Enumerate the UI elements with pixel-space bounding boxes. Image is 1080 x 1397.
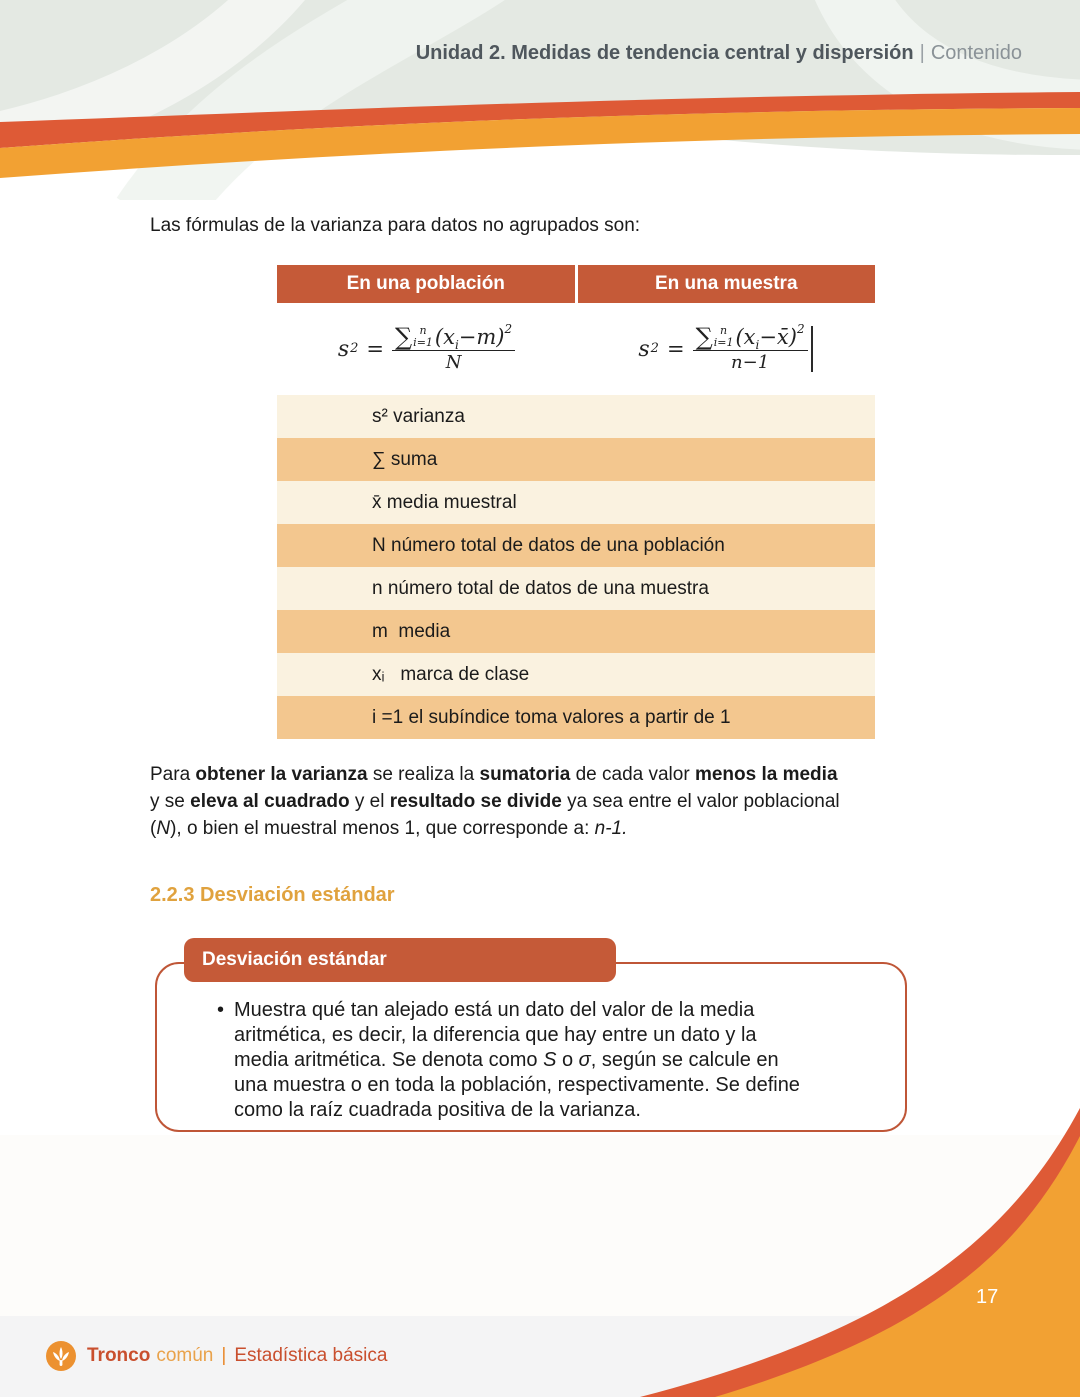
term-subscript: i [454, 338, 459, 353]
paragraph-line [150, 815, 950, 842]
footer-separator: | [221, 1345, 227, 1366]
bold-text: eleva al cuadrado [190, 791, 350, 812]
italic-text: σ [578, 1049, 591, 1071]
text: de cada valor [570, 764, 695, 785]
table-row: n número total de datos de una muestra [277, 567, 875, 610]
sample-formula-cell [576, 303, 875, 395]
bold-text: resultado se divide [389, 791, 562, 812]
footer-brand [45, 1340, 387, 1372]
callout-line: como la raíz cuadrada positiva de la varianza. [234, 1099, 641, 1121]
sample-variance-formula: s 2 = ∑ n i=1 (x i −x̄) 2 n−1 [638, 325, 812, 373]
callout-body [157, 964, 905, 1123]
text: y se [150, 791, 191, 812]
text: Para [150, 764, 196, 785]
sigma-lower-limit: i=1 [413, 336, 433, 349]
table-row: i =1 el subíndice toma valores a partir de 1 [277, 696, 875, 739]
equals-sign: = [366, 337, 385, 361]
sigma-operator: ∑ [395, 323, 413, 351]
sigma-operator: ∑ [695, 323, 713, 351]
callout-line [234, 1048, 800, 1073]
formula-lhs: s [638, 336, 650, 362]
bold-text: sumatoria [479, 764, 571, 785]
fraction [693, 321, 808, 374]
equals-sign: = [666, 337, 685, 361]
bold-text: menos la media [694, 764, 838, 785]
variable-definition-rows [277, 395, 875, 739]
title-separator: | [919, 42, 925, 64]
population-variance-formula: s 2 = ∑ n i=1 (x i −m) 2 N [338, 325, 515, 373]
term-exponent: 2 [796, 321, 805, 336]
text: media aritmética. Se denota como [234, 1049, 544, 1071]
sigma-limits [714, 325, 734, 349]
italic-text: S [543, 1049, 557, 1071]
term-close: −x̄) [759, 325, 797, 349]
text-cursor [811, 326, 813, 372]
section-heading: 2.2.3 Desviación estándar [150, 884, 395, 906]
table-row: ∑ suma [277, 438, 875, 481]
unit-title: Unidad 2. Medidas de tendencia central y dispersión [415, 42, 914, 64]
text: o [556, 1049, 579, 1071]
header-wave-decoration [0, 0, 1080, 200]
page-number: 17 [976, 1286, 999, 1308]
bold-text: obtener la varianza [195, 764, 368, 785]
term-open: (x [735, 325, 756, 349]
italic-text: N [156, 818, 171, 839]
column-header-sample: En una muestra [578, 265, 876, 303]
callout-title-tab: Desviación estándar [184, 938, 616, 982]
formula-row [277, 303, 875, 395]
intro-sentence: Las fórmulas de la varianza para datos no agrupados son: [150, 215, 641, 236]
variance-table [277, 265, 875, 739]
table-row: m media [277, 610, 875, 653]
course-name: Estadística básica [234, 1345, 388, 1366]
tronco-logo-icon [45, 1340, 77, 1372]
numerator [392, 321, 515, 353]
fraction [392, 321, 515, 374]
definition-callout-box [155, 949, 907, 1132]
callout-text [234, 998, 800, 1123]
italic-text: n-1. [594, 818, 628, 839]
denominator: n−1 [731, 352, 770, 374]
paragraph-line [150, 761, 950, 788]
paragraph-line [150, 788, 950, 815]
callout-line: Muestra qué tan alejado está un dato del valor de la media [234, 999, 755, 1021]
text: ya sea entre el valor poblacional [561, 791, 840, 812]
text: se realiza la [367, 764, 480, 785]
term-subscript: i [755, 338, 760, 353]
numerator [693, 321, 808, 353]
table-row: x̄ media muestral [277, 481, 875, 524]
brand-name: Tronco [87, 1345, 151, 1366]
brand-qualifier: común [156, 1345, 214, 1366]
text: ), o bien el muestral menos 1, que corresponde a: [170, 818, 595, 839]
denominator: N [445, 352, 462, 374]
sigma-lower-limit: i=1 [713, 336, 734, 349]
variance-explanation-paragraph [150, 761, 950, 842]
term-close: −m) [458, 325, 505, 349]
sigma-upper-limit: n [720, 323, 728, 337]
bullet-marker: • [217, 999, 225, 1021]
page-header-title [416, 42, 1022, 65]
text: y el [349, 791, 390, 812]
callout-line: una muestra o en toda la población, respectivamente. Se define [234, 1074, 800, 1096]
formula-lhs: s [337, 336, 350, 362]
section-label: Contenido [930, 42, 1022, 64]
text: , según se calcule en [590, 1049, 779, 1071]
term-exponent: 2 [504, 321, 513, 336]
sigma-upper-limit: n [419, 323, 427, 337]
variance-table-header [277, 265, 875, 303]
term-open: (x [434, 325, 455, 349]
column-header-population: En una población [277, 265, 575, 303]
population-formula-cell [277, 303, 576, 395]
text: ( [150, 818, 157, 839]
table-row: s² varianza [277, 395, 875, 438]
callout-line: aritmética, es decir, la diferencia que hay entre un dato y la [234, 1024, 757, 1046]
table-row: N número total de datos de una población [277, 524, 875, 567]
sigma-limits [413, 325, 433, 349]
table-row: xᵢ marca de clase [277, 653, 875, 696]
